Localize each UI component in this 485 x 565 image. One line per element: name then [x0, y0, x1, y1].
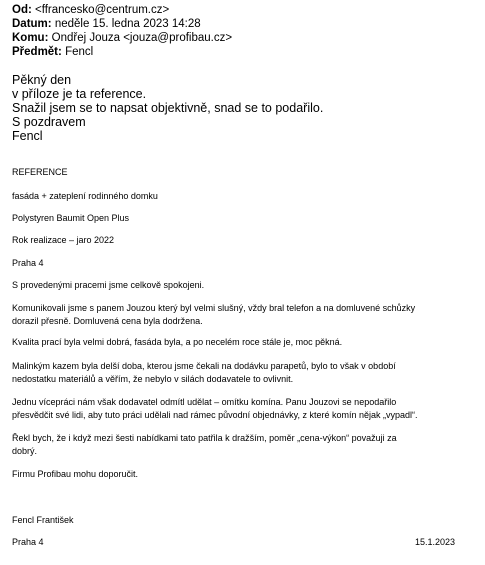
- message-line: S pozdravem: [12, 115, 86, 129]
- from-value[interactable]: <ffrancesko@centrum.cz>: [35, 4, 170, 16]
- signature: Fencl František: [12, 515, 74, 525]
- paragraph: přesvědčit své lidi, aby tuto práci udělali nad rámec původní objednávky, z které komín nějak „vypadl“.: [12, 410, 418, 420]
- project-description: fasáda + zateplení rodinného domku: [12, 191, 158, 201]
- paragraph: Řekl bych, že i když mezi šesti nabídkami tato patřila k dražším, poměr „cena-výkon“ považuji za: [12, 433, 397, 443]
- paragraph: Kvalita prací byla velmi dobrá, fasáda byla, a po necelém roce stále je, moc pěkná.: [12, 337, 343, 347]
- paragraph: dobrý.: [12, 446, 38, 456]
- realization-year: Rok realizace – jaro 2022: [12, 235, 115, 245]
- material: Polystyren Baumit Open Plus: [12, 213, 130, 223]
- message-line: Snažil jsem se to napsat objektivně, snad se to podařilo.: [12, 101, 324, 115]
- message-line: Fencl: [12, 129, 43, 143]
- subject-label: Předmět:: [12, 46, 62, 58]
- signature-place: Praha 4: [12, 537, 44, 547]
- date-value: neděle 15. ledna 2023 14:28: [54, 18, 201, 30]
- to-label: Komu:: [12, 32, 49, 44]
- paragraph: nedostatku materiálů a věřím, že nebylo v silách dodavatele to ovlivnit.: [12, 374, 294, 384]
- paragraph: Firmu Profibau mohu doporučit.: [12, 469, 139, 479]
- from-label: Od:: [12, 4, 32, 16]
- to-value[interactable]: Ondřej Jouza <jouza@profibau.cz>: [51, 32, 233, 44]
- location: Praha 4: [12, 258, 44, 268]
- paragraph: S provedenými pracemi jsme celkově spokojeni.: [12, 280, 205, 290]
- paragraph: Komunikovali jsme s panem Jouzou který byl velmi slušný, vždy bral telefon a na domluvené schůzky: [12, 303, 416, 313]
- signature-date: 15.1.2023: [414, 537, 455, 547]
- to-row: [12, 31, 232, 45]
- paragraph: dorazil přesně. Domluvená cena byla dodržena.: [12, 316, 203, 326]
- from-row: [12, 3, 169, 17]
- subject-row: [12, 45, 93, 59]
- message-line: v příloze je ta reference.: [12, 87, 147, 101]
- message-line: Pěkný den: [12, 73, 72, 87]
- subject-value: Fencl: [65, 46, 94, 58]
- date-row: [12, 17, 201, 31]
- paragraph: Jednu vícepráci nám však dodavatel odmítl udělat – omítku komína. Panu Jouzovi se nepodařilo: [12, 397, 397, 407]
- paragraph: Malinkým kazem byla delší doba, kterou jsme čekali na dodávku parapetů, bylo to však v období: [12, 361, 396, 371]
- date-label: Datum:: [12, 18, 52, 30]
- reference-heading: REFERENCE: [12, 167, 68, 177]
